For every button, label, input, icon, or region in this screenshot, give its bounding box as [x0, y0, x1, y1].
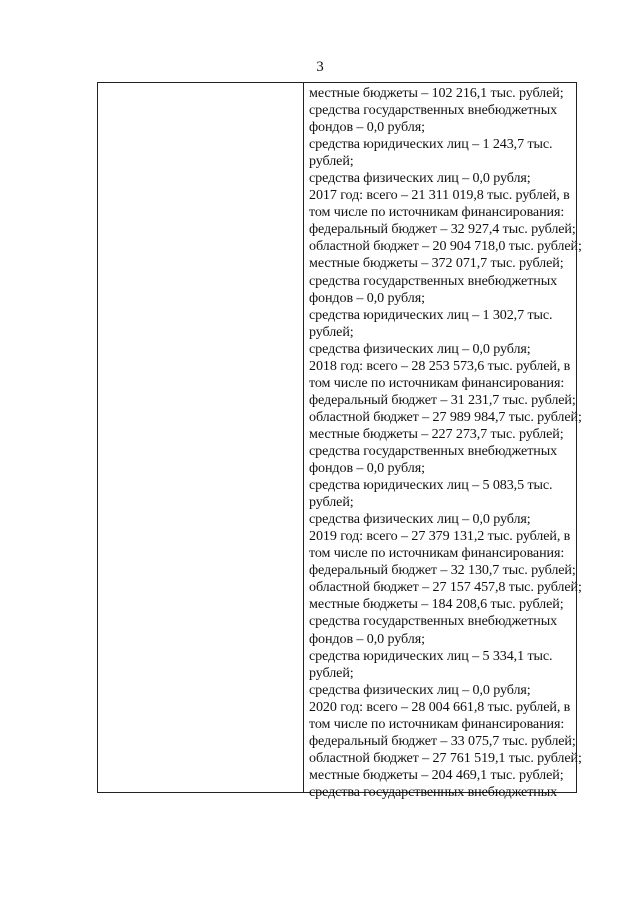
text-line: том числе по источникам финансирования: — [309, 715, 565, 732]
text-line: 2019 год: всего – 27 379 131,2 тыс. рублей, в — [309, 528, 571, 545]
text-line: местные бюджеты – 102 216,1 тыс. рублей; — [309, 85, 564, 101]
text-line: рублей; — [309, 153, 354, 170]
text-line: средства юридических лиц – 1 243,7 тыс. — [309, 136, 553, 153]
text-line: средства юридических лиц – 5 083,5 тыс. — [309, 477, 553, 494]
text-line: средства государственных внебюджетных — [309, 102, 558, 119]
text-line: рублей; — [309, 323, 354, 340]
table-right-cell — [304, 83, 582, 800]
text-line: областной бюджет – 27 761 519,1 тыс. рублей; — [309, 749, 582, 766]
text-line: рублей; — [309, 494, 354, 511]
text-line: федеральный бюджет – 31 231,7 тыс. рублей; — [309, 391, 576, 408]
text-line: фондов – 0,0 рубля; — [309, 460, 425, 477]
text-line: 2018 год: всего – 28 253 573,6 тыс. рублей, в — [309, 357, 571, 374]
text-line: фондов – 0,0 рубля; — [309, 289, 425, 306]
text-line: средства государственных внебюджетных — [309, 442, 558, 459]
text-line: том числе по источникам финансирования: — [309, 374, 565, 391]
text-line: фондов – 0,0 рубля; — [309, 119, 425, 136]
text-line: том числе по источникам финансирования: — [309, 204, 565, 221]
text-line: средства государственных внебюджетных — [309, 613, 558, 630]
text-line: местные бюджеты – 204 469,1 тыс. рублей; — [309, 766, 564, 783]
text-line: федеральный бюджет – 32 130,7 тыс. рублей; — [309, 562, 576, 579]
text-line: областной бюджет – 27 157 457,8 тыс. рублей; — [309, 579, 582, 596]
text-line: средства физических лиц – 0,0 рубля; — [309, 681, 531, 698]
text-line: местные бюджеты – 184 208,6 тыс. рублей; — [309, 596, 564, 613]
text-line: средства юридических лиц – 5 334,1 тыс. — [309, 647, 553, 664]
text-line: средства физических лиц – 0,0 рубля; — [309, 511, 531, 528]
text-line: средства физических лиц – 0,0 рубля; — [309, 340, 531, 357]
text-line: областной бюджет – 20 904 718,0 тыс. рублей; — [309, 238, 582, 255]
text-line: местные бюджеты – 372 071,7 тыс. рублей; — [309, 255, 564, 272]
text-line: федеральный бюджет – 32 927,4 тыс. рублей; — [309, 221, 576, 238]
text-line: 2020 год: всего – 28 004 661,8 тыс. рублей, в — [309, 698, 571, 715]
text-line: местные бюджеты – 227 273,7 тыс. рублей; — [309, 425, 564, 442]
text-line: средства юридических лиц – 1 302,7 тыс. — [309, 306, 553, 323]
table-left-cell — [98, 83, 304, 792]
text-line: 2017 год: всего – 21 311 019,8 тыс. рублей, в — [309, 187, 570, 204]
text-line: том числе по источникам финансирования: — [309, 545, 565, 562]
text-line: средства государственных внебюджетных — [309, 783, 558, 800]
text-line: фондов – 0,0 рубля; — [309, 630, 425, 647]
text-line: средства физических лиц – 0,0 рубля; — [309, 170, 531, 187]
document-table — [97, 82, 582, 800]
text-line: федеральный бюджет – 33 075,7 тыс. рублей; — [309, 732, 576, 749]
text-line: областной бюджет – 27 989 984,7 тыс. рублей; — [309, 408, 582, 425]
page-number: 3 — [316, 59, 324, 75]
text-line: рублей; — [309, 664, 354, 681]
text-line: средства государственных внебюджетных — [309, 272, 558, 289]
